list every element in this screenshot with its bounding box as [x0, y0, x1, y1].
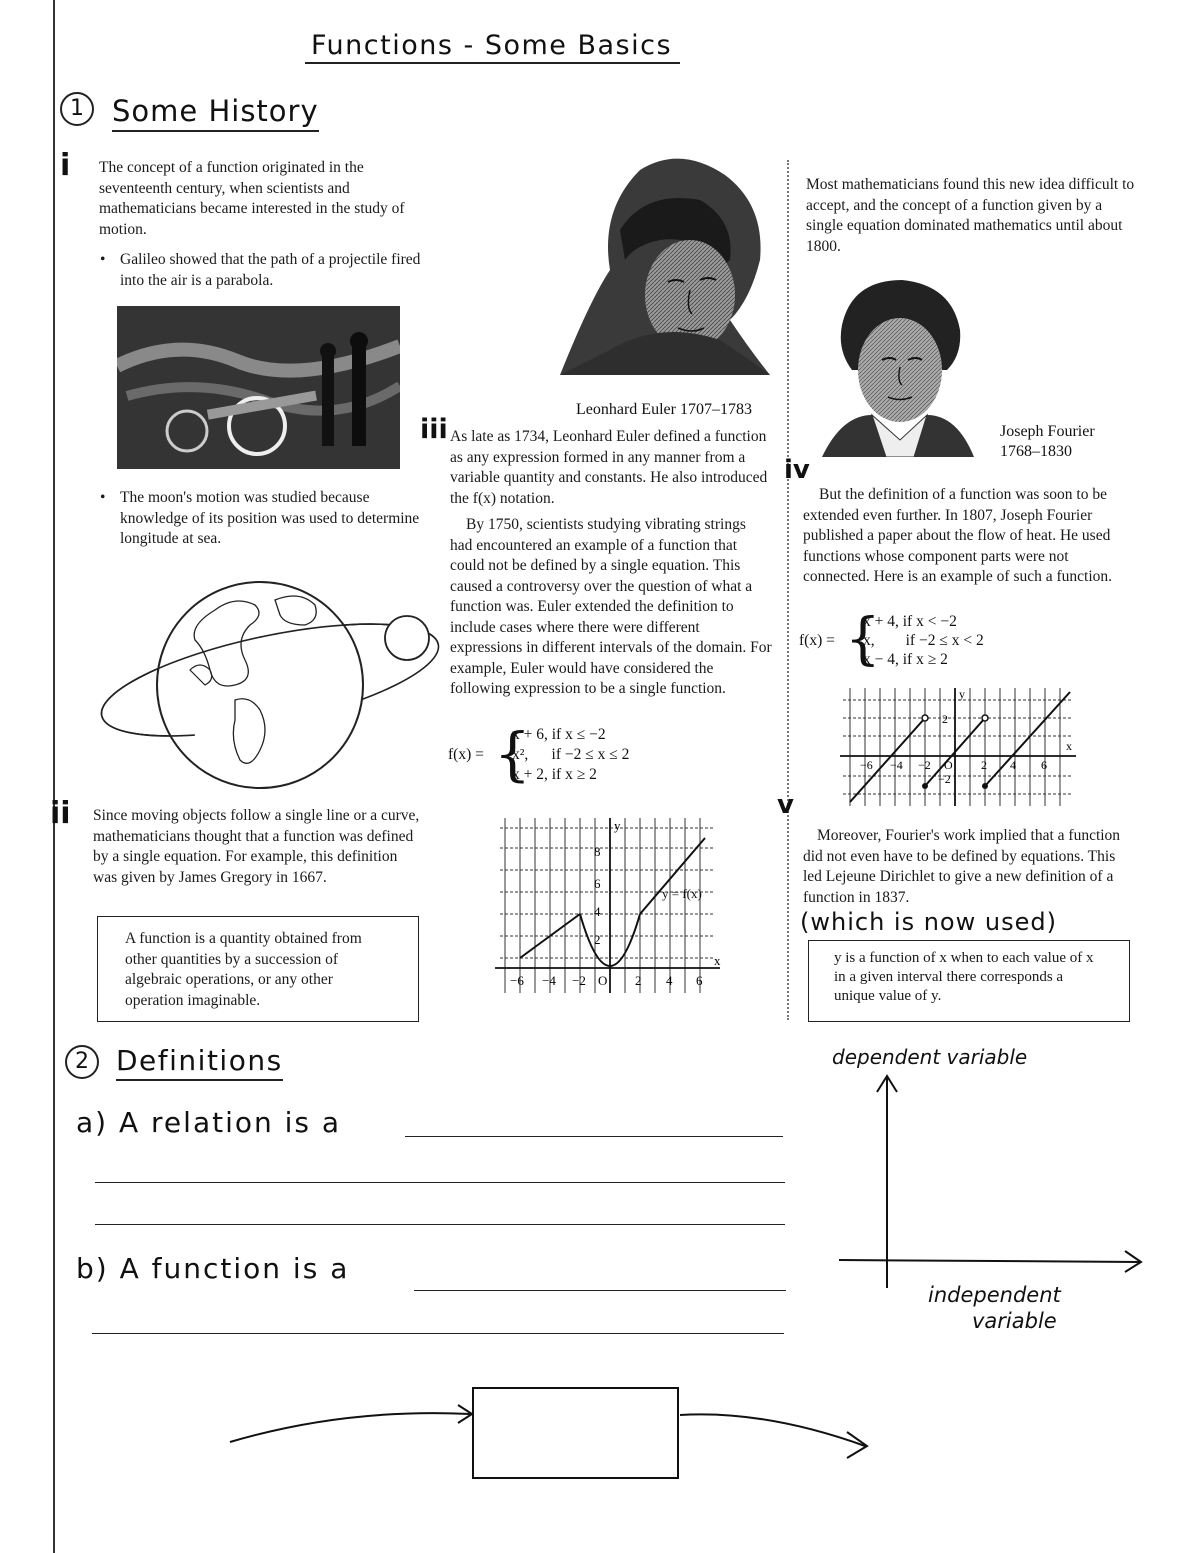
function-machine-sketch: [225, 1380, 885, 1500]
euler-caption: Leonhard Euler 1707–1783: [576, 401, 752, 418]
axes-x-label-line1: independent: [928, 1283, 1061, 1307]
section-2-number: 2: [65, 1045, 99, 1079]
fourier-graph-x-tick: O: [944, 758, 953, 772]
part-iv-intro: Most mathematicians found this new idea difficult to accept, and the concept of a function given by a single equation dominated mathematics until about 1800.: [806, 176, 1135, 255]
section-1-heading: Some History: [112, 94, 319, 132]
fourier-graph-x-tick: −4: [890, 758, 903, 772]
dirichlet-definition-text: y is a function of x when to each value of x in a given interval there corresponds a unique value of y.: [834, 950, 1094, 1004]
part-ii-marker: ii: [50, 796, 71, 831]
euler-function-graph: [490, 818, 725, 1000]
dirichlet-definition-box: [808, 940, 1130, 1022]
definition-a-prompt: a) A relation is a: [76, 1106, 342, 1139]
euler-graph-x-tick: −4: [542, 973, 556, 988]
euler-graph-x-tick: 6: [696, 973, 703, 988]
definition-b-blank-line[interactable]: [92, 1333, 784, 1334]
definition-b-blank-line[interactable]: [414, 1290, 786, 1291]
bullet-dot: •: [100, 489, 106, 506]
fourier-caption-name: Joseph Fourier: [1000, 423, 1095, 440]
euler-piecewise-lhs: f(x) =: [448, 746, 484, 763]
definition-a-blank-line[interactable]: [405, 1136, 783, 1137]
fourier-graph-x-tick: 6: [1041, 758, 1047, 772]
euler-piecewise-case: x + 6, if x ≤ −2: [512, 726, 606, 743]
part-i-text: The concept of a function originated in the seventeenth century, when scientists and mathematicians became interested in the study of motion.: [99, 159, 405, 238]
part-iii-p1: As late as 1734, Leonhard Euler defined a function as any expression formed in any manner from a variable quantity and constants. He also introduced the f(x) notation.: [450, 428, 768, 507]
gregory-definition-box: [97, 916, 419, 1022]
part-v-marker: v: [777, 790, 794, 820]
part-i-marker: i: [60, 148, 71, 183]
bullet-dot: •: [100, 251, 106, 268]
fourier-piecewise-case: x − 4, if x ≥ 2: [863, 651, 948, 668]
fourier-graph-x-label: x: [1066, 739, 1072, 753]
euler-piecewise-brace: {: [494, 720, 531, 788]
definition-a-blank-line[interactable]: [95, 1182, 785, 1183]
euler-portrait: [550, 150, 775, 382]
part-v-text: Moreover, Fourier's work implied that a function did not even have to be defined by equations. This led Lejeune Dirichlet to give a new definition of a function in 1837.: [803, 827, 1121, 906]
euler-graph-x-tick: −2: [572, 973, 586, 988]
fourier-portrait: [822, 275, 974, 457]
fourier-piecewise-brace: {: [845, 607, 881, 672]
bullet-text: Galileo showed that the path of a projectile fired into the air is a parabola.: [120, 251, 421, 289]
fourier-caption-years: 1768–1830: [1000, 443, 1072, 460]
fourier-graph-y-label: y: [959, 688, 965, 701]
euler-graph-x-tick: 2: [635, 973, 642, 988]
euler-graph-x-label: x: [714, 953, 721, 968]
definition-a-blank-line[interactable]: [95, 1224, 785, 1225]
euler-graph-y-label: y: [614, 818, 621, 833]
euler-graph-x-tick: −6: [510, 973, 524, 988]
cannon-photo: [117, 306, 400, 469]
section-1-number: 1: [60, 92, 94, 126]
fourier-piecewise-lhs: f(x) =: [799, 632, 835, 649]
definition-b-prompt: b) A function is a: [76, 1252, 350, 1285]
part-iv-marker: iv: [784, 455, 810, 485]
fourier-piecewise-case: x, if −2 ≤ x < 2: [863, 632, 984, 649]
axes-sketch: [835, 1070, 1155, 1290]
euler-graph-y-tick: 4: [594, 904, 601, 919]
euler-graph-x-tick: 4: [666, 973, 673, 988]
fourier-function-graph: [838, 688, 1078, 806]
euler-graph-curve-label: y = f(x): [662, 886, 702, 901]
earth-moon-orbit-drawing: [95, 570, 440, 805]
part-iv-text: But the definition of a function was soon to be extended even further. In 1807, Joseph Fourier published a paper about the flow of heat. He used functions whose component parts were not connected. Here is an example of such a function.: [803, 486, 1113, 585]
cannon-photo-art: [117, 306, 400, 469]
euler-graph-y-tick: 8: [594, 844, 601, 859]
bullet-moon: [100, 488, 430, 550]
section-2-heading: Definitions: [116, 1044, 283, 1081]
part-iii-marker: iii: [420, 414, 448, 445]
fourier-graph-x-tick: 2: [981, 758, 987, 772]
bullet-galileo: [100, 250, 430, 291]
part-iii-p2: By 1750, scientists studying vibrating strings had encountered an example of a function that could not be defined by a single equation. This caused a controversy over the question of what a function was. Euler extended the definition to include cases where there were different expressions in different intervals of the domain. For example, Euler would have considered the following expression to be a single function.: [450, 516, 772, 697]
euler-piecewise-case: x + 2, if x ≥ 2: [512, 766, 597, 783]
part-ii-text: Since moving objects follow a single line or a curve, mathematicians thought that a function was defined by a single equation. For example, this definition was given by James Gregory in 1667.: [93, 807, 420, 886]
euler-graph-y-tick: 2: [594, 932, 601, 947]
axes-x-label-line2: variable: [972, 1309, 1057, 1333]
fourier-graph-y-tick: −2: [938, 772, 951, 786]
euler-graph-x-tick: O: [598, 973, 608, 988]
euler-graph-y-tick: 6: [594, 876, 601, 891]
euler-piecewise-case: x², if −2 ≤ x ≤ 2: [512, 746, 630, 763]
page-margin-line: [53, 0, 55, 1553]
scan-edge: [787, 160, 789, 1020]
fourier-graph-x-tick: −2: [918, 758, 931, 772]
fourier-graph-x-tick: −6: [860, 758, 873, 772]
bullet-text: The moon's motion was studied because knowledge of its position was used to determine longitude at sea.: [120, 489, 420, 547]
gregory-definition-text: A function is a quantity obtained from other quantities by a succession of algebraic operations, or any other operation imaginable.: [125, 930, 362, 1009]
fourier-graph-x-tick: 4: [1010, 758, 1016, 772]
fourier-piecewise-case: x + 4, if x < −2: [863, 613, 957, 630]
page-title: Functions - Some Basics: [305, 30, 680, 64]
part-v-handwritten-note: (which is now used): [800, 908, 1057, 936]
axes-y-label: dependent variable: [832, 1045, 1028, 1069]
fourier-graph-y-tick: 2: [942, 712, 948, 726]
